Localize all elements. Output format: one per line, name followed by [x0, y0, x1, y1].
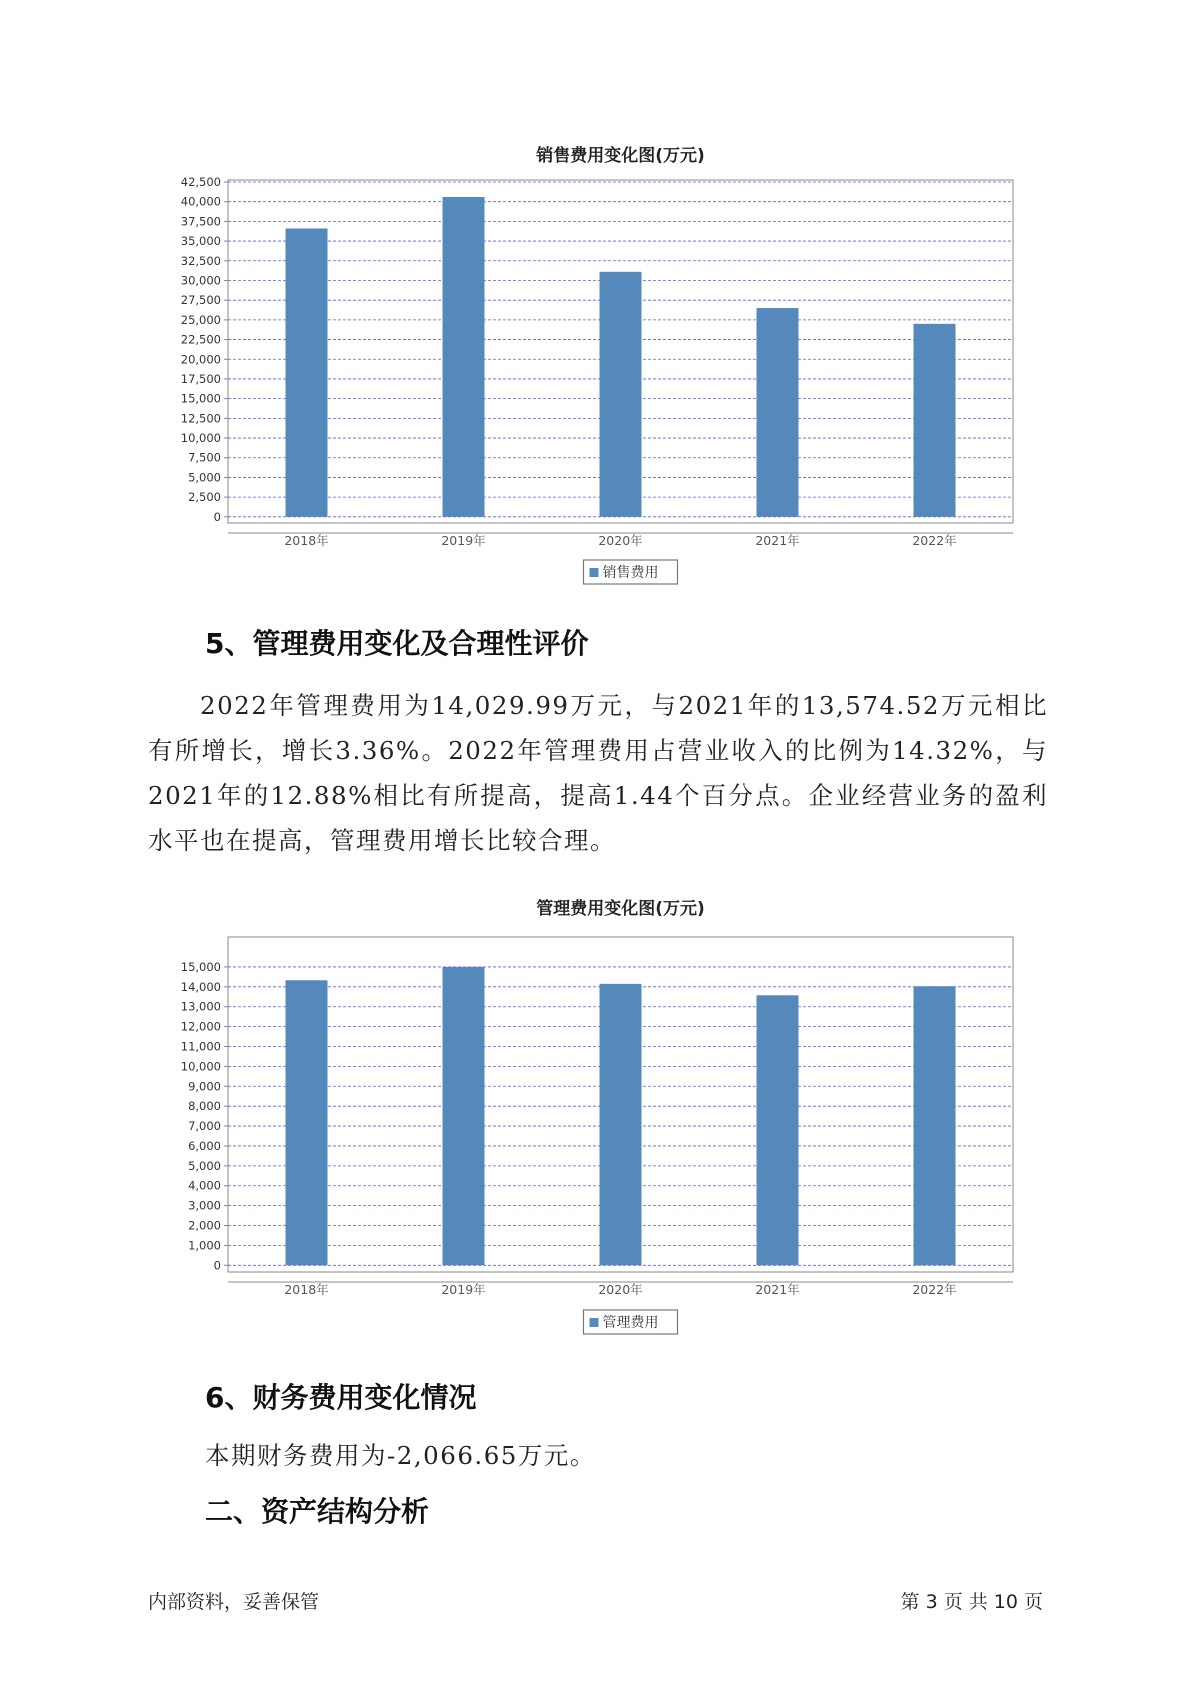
- mgmt-y-tick-label: 2,000: [188, 1218, 221, 1233]
- mgmt-y-tick-label: 9,000: [188, 1079, 221, 1094]
- sales-y-tick-label: 15,000: [180, 391, 221, 406]
- sales-y-tick-label: 2,500: [188, 490, 221, 505]
- sales-y-tick-label: 30,000: [180, 273, 221, 288]
- sales-y-tick-label: 32,500: [180, 253, 221, 268]
- mgmt-x-tick-label: 2019年: [441, 1282, 486, 1297]
- mgmt-y-tick-label: 7,000: [188, 1119, 221, 1134]
- sales-y-tick-label: 25,000: [180, 312, 221, 327]
- sales-chart-title: 销售费用变化图(万元): [536, 146, 705, 166]
- mgmt-chart-title: 管理费用变化图(万元): [536, 899, 705, 919]
- sales-x-tick-label: 2019年: [441, 533, 486, 548]
- mgmt-y-tick-label: 4,000: [188, 1178, 221, 1193]
- mgmt-y-tick-label: 11,000: [180, 1039, 221, 1054]
- sales-y-tick-label: 7,500: [188, 450, 221, 465]
- sales-x-tick-label: 2018年: [284, 533, 329, 548]
- section-5-heading: 5、管理费用变化及合理性评价: [205, 627, 589, 660]
- sales-y-tick-label: 17,500: [180, 371, 221, 386]
- mgmt-y-tick-label: 1,000: [188, 1238, 221, 1253]
- mgmt-bar: [443, 967, 485, 1265]
- section-2-heading: 二、资产结构分析: [205, 1495, 430, 1528]
- management-expense-chart: [0, 895, 1191, 1350]
- sales-bar: [757, 308, 799, 517]
- sales-legend: [584, 560, 678, 584]
- mgmt-legend-label: 管理费用: [602, 1315, 659, 1331]
- sales-legend-label: 销售费用: [602, 565, 659, 581]
- mgmt-y-tick-label: 8,000: [188, 1099, 221, 1114]
- sales-x-tick-label: 2022年: [912, 533, 957, 548]
- mgmt-legend-swatch: [590, 1318, 599, 1327]
- mgmt-bar: [286, 980, 328, 1265]
- sales-y-tick-label: 42,500: [180, 175, 221, 189]
- sales-bar: [286, 228, 328, 516]
- mgmt-x-tick-label: 2021年: [755, 1282, 800, 1297]
- mgmt-bar: [600, 984, 642, 1265]
- section-6-heading: 6、财务费用变化情况: [205, 1381, 477, 1414]
- sales-y-tick-label: 0: [213, 509, 221, 524]
- section-6-text: 本期财务费用为-2,066.65万元。: [205, 1441, 596, 1470]
- mgmt-bar: [757, 995, 799, 1265]
- mgmt-y-tick-label: 15,000: [180, 959, 221, 974]
- mgmt-y-tick-label: 0: [213, 1258, 221, 1273]
- section-5-paragraph: 2022年管理费用为14,029.99万元，与2021年的13,574.52万元相比有所增长，增长3.36%。2022年管理费用占营业收入的比例为14.32%，与2021年的12.88%相比有所提高，提高1.44个百分点。企业经营业务的盈利水平也在提高，管理费用增长比较合理。: [148, 691, 1048, 855]
- footer-right: 第 3 页 共 10 页: [900, 1591, 1043, 1613]
- sales-expense-chart-svg: [0, 140, 1191, 600]
- sales-y-tick-label: 20,000: [180, 352, 221, 367]
- sales-y-tick-label: 40,000: [180, 194, 221, 209]
- sales-y-tick-label: 12,500: [180, 411, 221, 426]
- sales-y-tick-label: 10,000: [180, 431, 221, 446]
- mgmt-y-tick-label: 3,000: [188, 1198, 221, 1213]
- mgmt-x-tick-label: 2020年: [598, 1282, 643, 1297]
- footer-left: 内部资料，妥善保管: [148, 1591, 320, 1613]
- sales-x-tick-label: 2021年: [755, 533, 800, 548]
- mgmt-x-tick-label: 2022年: [912, 1282, 957, 1297]
- sales-y-tick-label: 35,000: [180, 234, 221, 249]
- sales-y-tick-label: 27,500: [180, 293, 221, 308]
- mgmt-bar: [914, 986, 956, 1265]
- mgmt-y-tick-label: 5,000: [188, 1158, 221, 1173]
- sales-y-tick-label: 5,000: [188, 470, 221, 485]
- sales-y-tick-label: 37,500: [180, 214, 221, 229]
- sales-bar: [443, 197, 485, 517]
- mgmt-x-tick-label: 2018年: [284, 1282, 329, 1297]
- sales-x-tick-label: 2020年: [598, 533, 643, 548]
- mgmt-y-tick-label: 10,000: [180, 1059, 221, 1074]
- sales-expense-chart: [0, 140, 1191, 600]
- mgmt-y-tick-label: 14,000: [180, 979, 221, 994]
- mgmt-y-tick-label: 6,000: [188, 1138, 221, 1153]
- mgmt-y-tick-label: 12,000: [180, 1019, 221, 1034]
- sales-y-tick-label: 22,500: [180, 332, 221, 347]
- sales-bar: [600, 272, 642, 517]
- management-expense-chart-svg: [0, 895, 1191, 1350]
- mgmt-legend: [584, 1310, 678, 1334]
- mgmt-y-tick-label: 13,000: [180, 999, 221, 1014]
- sales-bar: [914, 324, 956, 517]
- sales-legend-swatch: [590, 568, 599, 577]
